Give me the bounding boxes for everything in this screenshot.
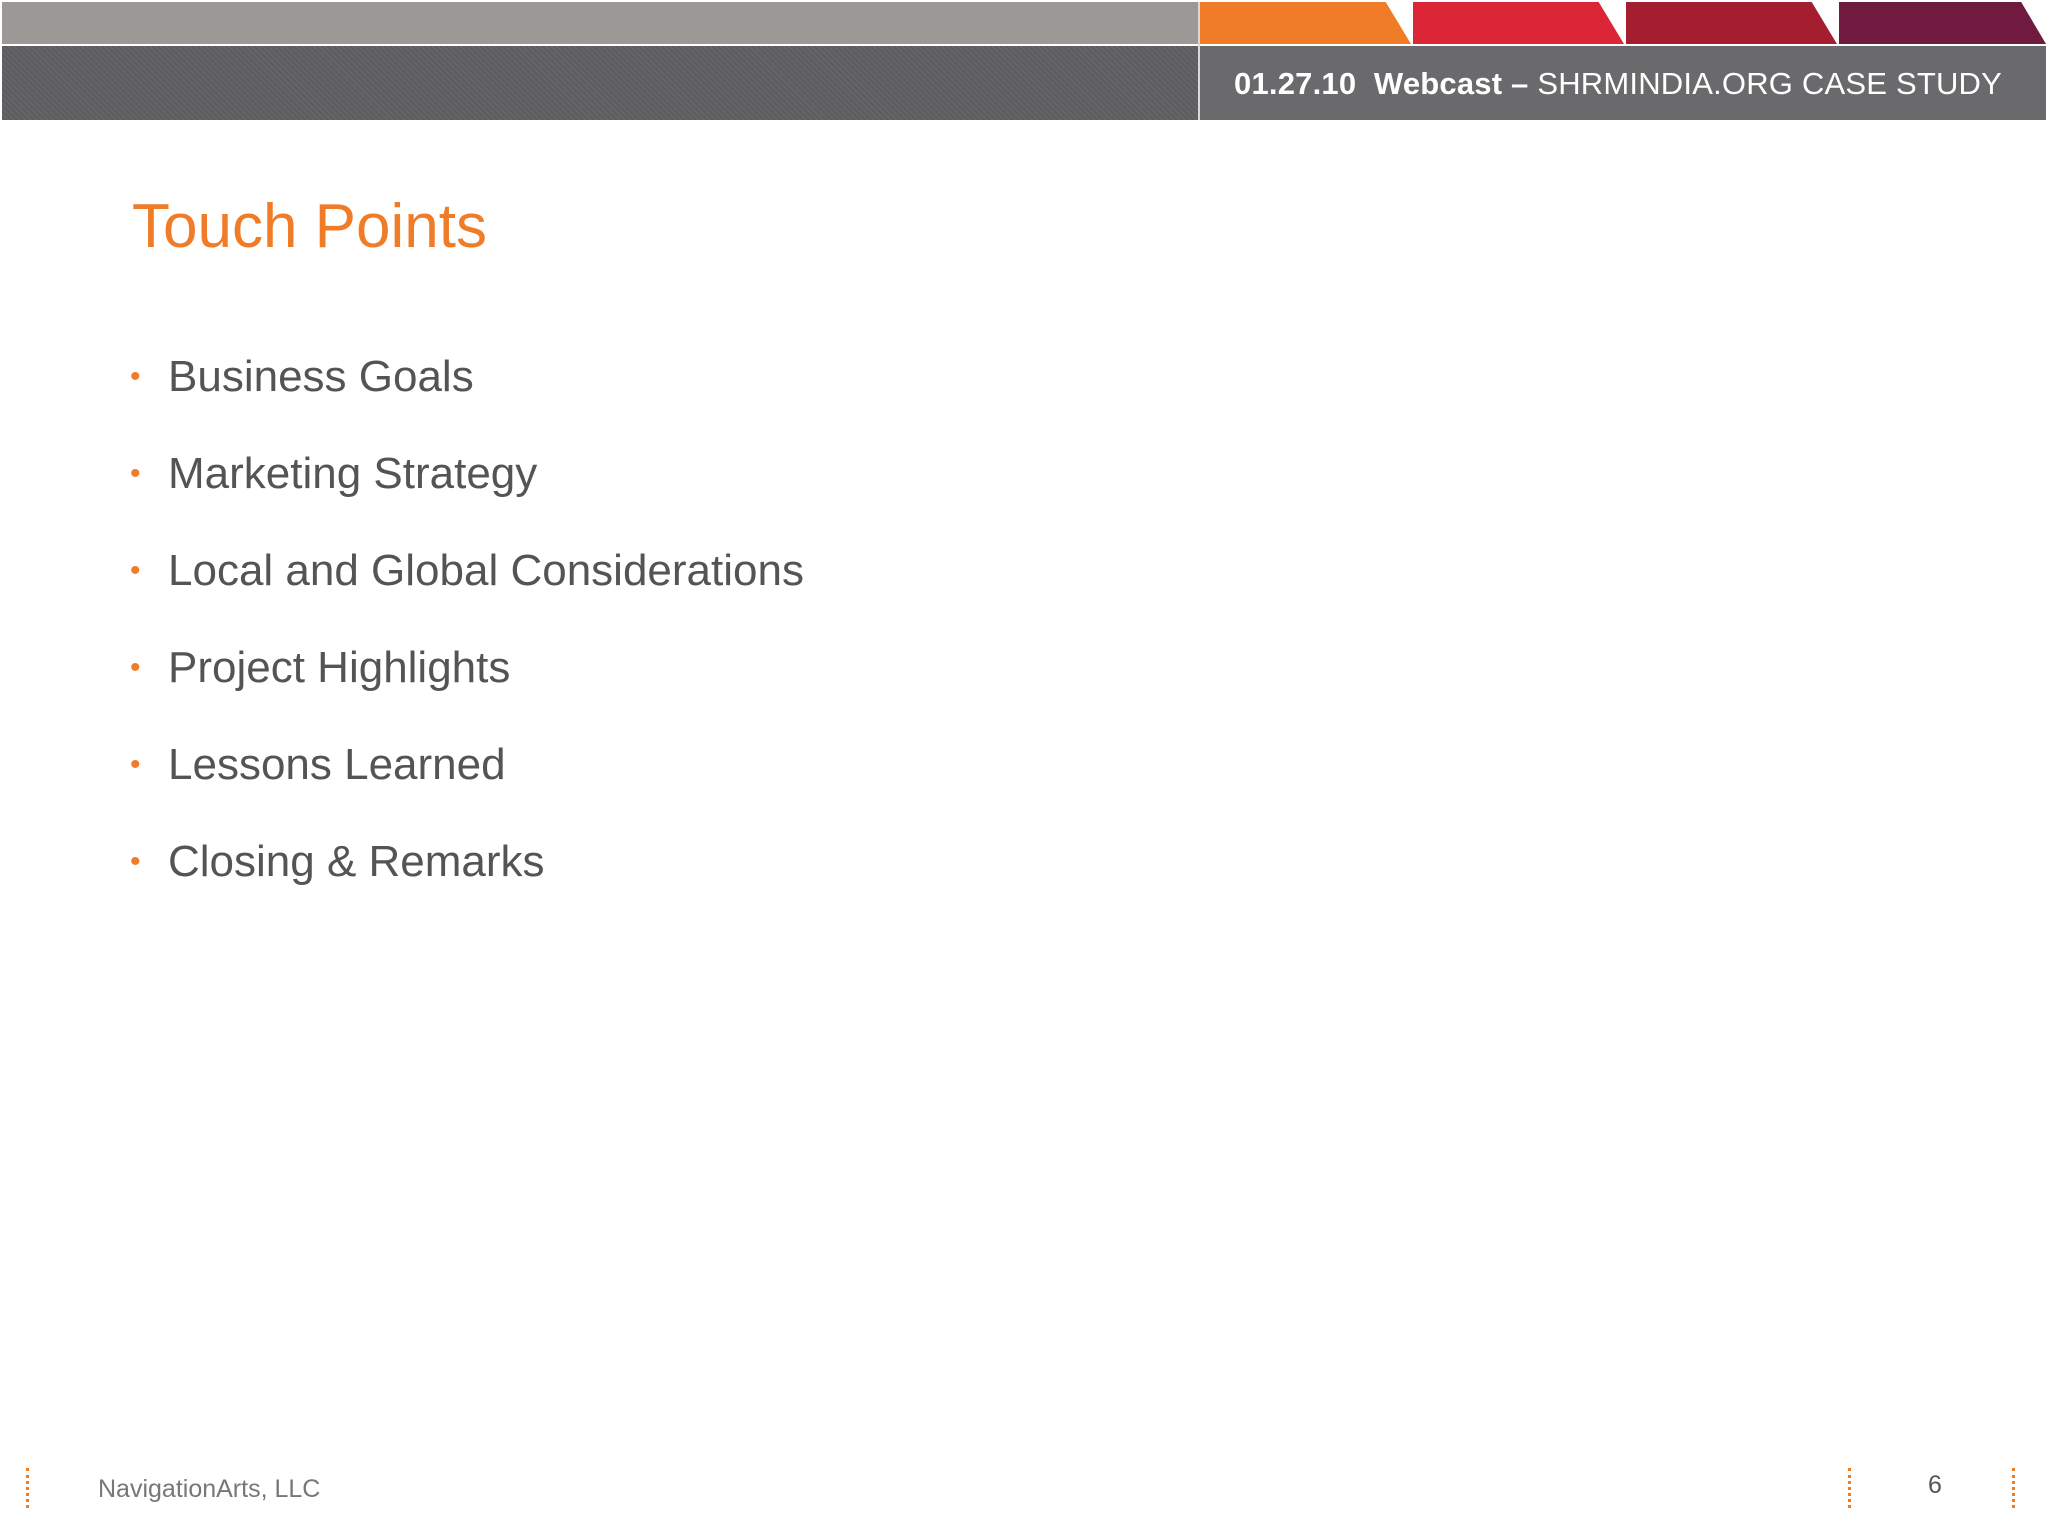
bullet-icon: • [130,457,141,490]
webcast-date: 01.27.10 [1234,66,1357,101]
bullet-icon: • [130,360,141,393]
header-top-bar [2,2,1198,44]
header-band [2,46,1198,120]
list-item [130,544,804,641]
list-item [130,738,804,835]
footer-left-divider [26,1468,29,1508]
list-item [130,447,804,544]
footer-mid-divider [1848,1468,1851,1508]
header-orange-tab [1200,2,1411,44]
bullet-icon: • [130,554,141,587]
bullet-text: Business Goals [168,352,474,401]
bullet-text: Marketing Strategy [168,449,538,498]
bullet-text: Local and Global Considerations [168,546,804,595]
header-red-tab [1413,2,1624,44]
bullet-text: Project Highlights [168,643,511,692]
webcast-title [1234,66,2002,102]
list-item [130,350,804,447]
case-study-label: SHRMINDIA.ORG CASE STUDY [1537,66,2003,101]
bullet-text: Closing & Remarks [168,837,545,886]
bullet-text: Lessons Learned [168,740,506,789]
footer-company: NavigationArts, LLC [98,1475,321,1503]
bullet-list [130,350,804,932]
bullet-icon: • [130,748,141,781]
footer-right-divider [2012,1468,2015,1508]
list-item [130,835,804,932]
webcast-label: Webcast – [1373,66,1529,101]
list-item [130,641,804,738]
page-number: 6 [1928,1471,1942,1499]
header-crimson-tab [1626,2,1837,44]
header-divider [1198,2,1200,120]
slide-title: Touch Points [132,192,487,261]
header-plum-tab [1839,2,2046,44]
bullet-icon: • [130,651,141,684]
bullet-icon: • [130,845,141,878]
